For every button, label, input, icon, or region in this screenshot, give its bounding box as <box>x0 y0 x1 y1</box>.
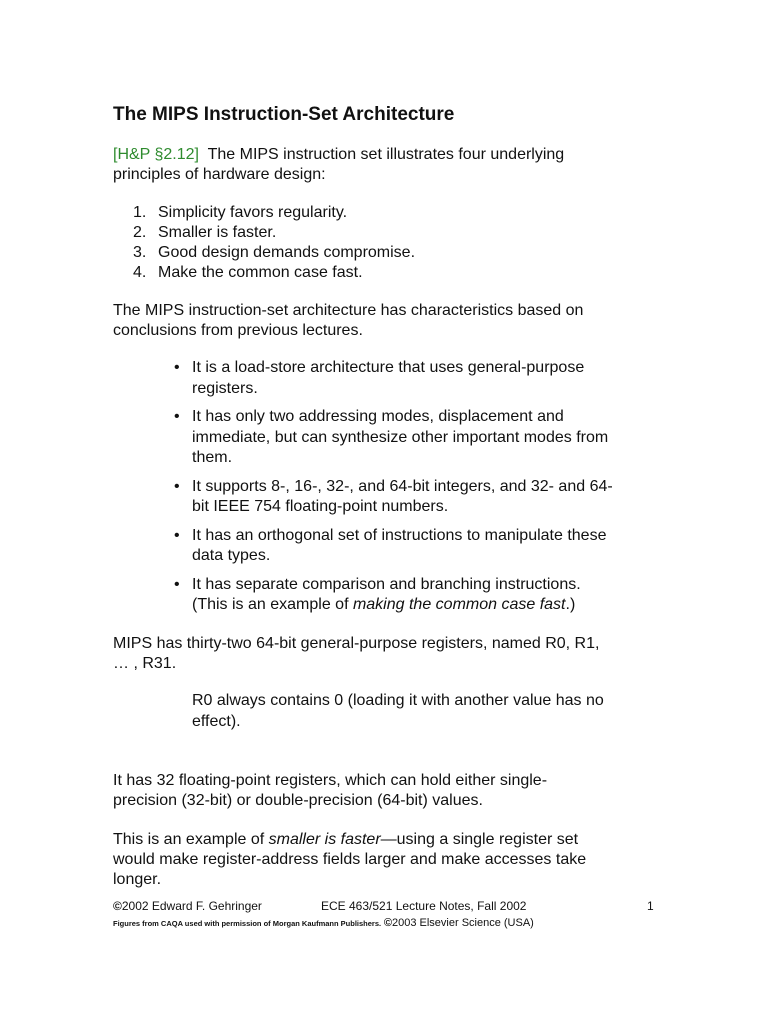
elsevier-text: 2003 Elsevier Science (USA) <box>391 917 534 929</box>
footer-copyright <box>113 899 262 913</box>
paragraph-line: The MIPS instruction-set architecture has characteristics based on <box>113 302 584 319</box>
page-number: 1 <box>647 899 654 913</box>
registers-paragraph <box>113 634 673 674</box>
bullet-glyph: • <box>174 477 180 495</box>
footer-permission <box>113 917 534 929</box>
list-item-line: It supports 8-, 16-, 32-, and 64-bit integers, and 32- and 64- <box>192 477 613 495</box>
paragraph-line: longer. <box>113 871 162 888</box>
emphasis-text: making the common case fast <box>352 596 566 613</box>
list-item-line: bit IEEE 754 floating-point numbers. <box>192 498 449 515</box>
list-item-line: It is a load-store architecture that uses general-purpose <box>192 359 585 376</box>
paragraph-line: This is an example of <box>113 831 269 848</box>
list-item-line: It has separate comparison and branching instructions. <box>192 575 581 593</box>
intro-paragraph <box>113 145 673 185</box>
list-item <box>174 477 664 518</box>
copyright-symbol: © <box>383 917 392 929</box>
paragraph-line: … , R31. <box>113 655 177 672</box>
list-item-text: Make the common case fast. <box>158 264 363 281</box>
list-item <box>174 358 664 399</box>
copyright-symbol: © <box>113 899 122 913</box>
list-item-line: (This is an example of <box>192 596 353 613</box>
paragraph-line: MIPS has thirty-two 64-bit general-purpose registers, named R0, R1, <box>113 635 600 652</box>
fp-registers-paragraph <box>113 771 673 811</box>
paragraph-line: would make register-address fields larger and make accesses take <box>113 851 587 868</box>
paragraph-line: precision (32-bit) or double-precision (64-bit) values. <box>113 792 483 809</box>
characteristics-list <box>174 358 664 624</box>
list-item-text: Simplicity favors regularity. <box>158 204 348 221</box>
list-number: 3. <box>133 244 147 261</box>
list-number: 2. <box>133 224 147 241</box>
intro-text-line1: The MIPS instruction set illustrates four underlying <box>207 146 565 163</box>
list-item-line: It has an orthogonal set of instructions to manipulate these <box>192 526 607 544</box>
list-item <box>113 203 415 223</box>
smaller-faster-paragraph <box>113 830 673 890</box>
list-item-line: registers. <box>192 379 258 397</box>
characteristics-intro <box>113 301 673 341</box>
emphasis-text: smaller is faster <box>268 831 381 848</box>
list-item-text: Good design demands compromise. <box>158 244 416 261</box>
footer-course: ECE 463/521 Lecture Notes, Fall 2002 <box>321 899 527 913</box>
list-item <box>113 243 415 263</box>
bullet-glyph: • <box>174 359 180 376</box>
list-number: 1. <box>133 204 147 221</box>
page-title: The MIPS Instruction-Set Architecture <box>113 104 455 125</box>
principles-list <box>113 203 415 283</box>
list-number: 4. <box>133 264 147 281</box>
section-reference: [H&P §2.12] <box>113 146 199 163</box>
list-item <box>113 263 415 283</box>
list-item <box>113 223 415 243</box>
paragraph-line: effect). <box>192 713 241 730</box>
r0-note <box>192 690 672 732</box>
bullet-glyph: • <box>174 526 180 544</box>
bullet-glyph: • <box>174 408 180 425</box>
paragraph-line: —using a single register set <box>380 831 579 848</box>
permission-text: Figures from CAQA used with permission of Morgan Kaufmann Publishers. <box>113 919 382 928</box>
list-item-line: It has only two addressing modes, displacement and <box>192 408 564 425</box>
paragraph-line: It has 32 floating-point registers, which can hold either single- <box>113 772 548 789</box>
footer-author: 2002 Edward F. Gehringer <box>121 899 262 913</box>
list-item-line: data types. <box>192 547 271 564</box>
paragraph-line: R0 always contains 0 (loading it with another value has no <box>192 692 604 709</box>
list-item <box>174 526 664 567</box>
paragraph-line: conclusions from previous lectures. <box>113 322 363 339</box>
intro-text-line2: principles of hardware design: <box>113 166 326 183</box>
list-item <box>174 575 664 616</box>
list-item-line: .) <box>565 596 576 613</box>
bullet-glyph: • <box>174 575 180 593</box>
list-item-line: immediate, but can synthesize other important modes from <box>192 428 609 446</box>
list-item-line: them. <box>192 449 233 466</box>
list-item-text: Smaller is faster. <box>158 224 277 241</box>
list-item <box>174 407 664 469</box>
